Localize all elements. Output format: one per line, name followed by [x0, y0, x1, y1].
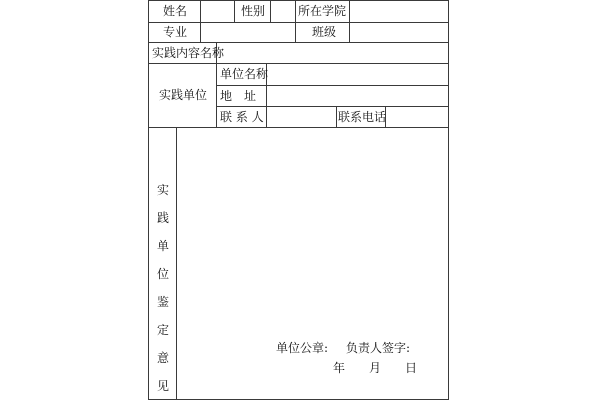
- border-right: [448, 0, 449, 400]
- signature-label: 负责人签字:: [346, 341, 411, 355]
- col-divider: [295, 0, 296, 22]
- content-field[interactable]: [217, 43, 448, 63]
- col-divider: [216, 63, 217, 127]
- major-field[interactable]: [201, 23, 295, 42]
- address-field[interactable]: [267, 86, 448, 106]
- gender-field[interactable]: [271, 1, 295, 22]
- major-label: 专业: [163, 25, 188, 39]
- opinion-char: 见: [156, 379, 169, 393]
- border-left: [148, 0, 149, 400]
- contact-field[interactable]: [267, 107, 336, 127]
- opinion-char: 单: [156, 239, 169, 253]
- col-divider: [234, 0, 235, 22]
- college-label: 所在学院: [298, 4, 347, 18]
- address-label: 地 址: [220, 89, 257, 103]
- opinion-vertical-label: [156, 183, 170, 407]
- contact-label: 联 系 人: [220, 110, 264, 124]
- seal-label: 单位公章:: [276, 341, 329, 355]
- gender-label: 性别: [241, 4, 266, 18]
- col-divider: [295, 22, 296, 42]
- opinion-text-area[interactable]: [177, 128, 448, 338]
- phone-label: 联系电话: [338, 110, 387, 124]
- opinion-char: 实: [156, 183, 169, 197]
- opinion-char: 践: [156, 211, 169, 225]
- opinion-char: 意: [156, 351, 169, 365]
- name-label: 姓名: [163, 4, 188, 18]
- name-field[interactable]: [201, 1, 234, 22]
- opinion-char: 定: [156, 323, 169, 337]
- college-field[interactable]: [350, 1, 448, 22]
- opinion-char: 鉴: [156, 295, 169, 309]
- unit-name-field[interactable]: [267, 64, 448, 85]
- content-label: 实践内容名称: [152, 46, 225, 60]
- opinion-char: 位: [156, 267, 169, 281]
- unit-section-label: 实践单位: [159, 88, 208, 102]
- phone-field[interactable]: [386, 107, 448, 127]
- unit-name-label: 单位名称: [220, 67, 269, 81]
- date-label: 年 月 日: [333, 361, 418, 375]
- col-divider: [336, 106, 337, 127]
- class-field[interactable]: [350, 23, 448, 42]
- class-label: 班级: [312, 25, 337, 39]
